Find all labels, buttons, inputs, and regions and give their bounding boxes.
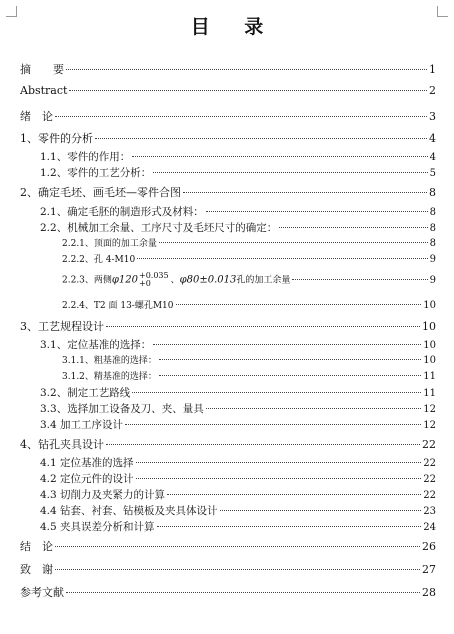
toc-entry-2-2-4[interactable]: [0, 298, 454, 312]
toc-entry-3-2[interactable]: [0, 385, 454, 399]
leader-dots: [66, 69, 427, 70]
leader-dots: [106, 444, 420, 445]
toc-entry-label: 1、零件的分析: [20, 132, 93, 145]
leader-dots: [159, 375, 421, 376]
leader-dots: [106, 326, 420, 327]
toc-entry-chapter-3[interactable]: [0, 318, 454, 332]
leader-dots: [132, 392, 421, 393]
toc-entry-acknowledgement[interactable]: [0, 561, 454, 575]
toc-entry-label: 致 谢: [20, 563, 53, 576]
toc-entry-label: 4.5 夹具误差分析和计算: [40, 521, 155, 533]
toc-entry-label: 3.1.2、精基准的选择：: [62, 372, 157, 382]
toc-entry-label: 3.3、选择加工设备及刀、夹、量具: [40, 403, 204, 415]
toc-entry-label: 3.4 加工工序设计: [40, 419, 124, 431]
toc-entry-3-1-2[interactable]: [0, 369, 454, 383]
toc-entry-page: 24: [423, 522, 436, 533]
toc-entry-label: [62, 272, 290, 288]
toc-entry-4-3[interactable]: [0, 487, 454, 501]
toc-entry-label-suffix: 孔的加工余量: [236, 275, 291, 286]
leader-dots: [183, 192, 427, 193]
leader-dots: [153, 172, 427, 173]
toc-entry-abstract-cn[interactable]: [0, 61, 454, 75]
toc-entry-page: 4: [429, 152, 436, 163]
leader-dots: [136, 462, 422, 463]
toc-entry-2-1[interactable]: [0, 204, 454, 218]
toc-entry-label: 3、工艺规程设计: [20, 320, 104, 333]
leader-dots: [137, 258, 427, 259]
toc-entry-label: 2.1、确定毛胚的制造形式及材料：: [40, 206, 204, 218]
leader-dots: [55, 569, 420, 570]
leader-dots: [125, 424, 421, 425]
leader-dots: [206, 408, 422, 409]
toc-entry-page: 8: [429, 207, 436, 218]
toc-entry-page: 27: [422, 563, 436, 576]
toc-entry-page: 12: [423, 404, 436, 415]
toc-entry-label: 1.1、零件的作用：: [40, 151, 131, 163]
separator: 、: [170, 275, 180, 286]
toc-entry-page: 10: [423, 355, 436, 366]
leader-dots: [55, 116, 427, 117]
toc-entry-1-1[interactable]: [0, 149, 454, 163]
toc-entry-label: 参考文献: [20, 586, 64, 599]
toc-entry-4-1[interactable]: [0, 455, 454, 469]
toc-entry-label: 结 论: [20, 540, 53, 553]
toc-entry-2-2-3[interactable]: [0, 272, 454, 286]
toc-entry-page: 22: [422, 438, 436, 451]
toc-entry-page: 11: [423, 388, 436, 399]
toc-entry-label: 4.2 定位元件的设计: [40, 473, 134, 485]
toc-entry-page: 23: [423, 506, 436, 517]
leader-dots: [153, 344, 421, 345]
leader-dots: [136, 478, 422, 479]
toc-entry-chapter-4[interactable]: [0, 436, 454, 450]
tolerance-lower: +0: [139, 279, 151, 288]
leader-dots: [159, 359, 421, 360]
toc-entry-label: 2.2.2、孔 4-M10: [62, 255, 136, 265]
leader-dots: [132, 156, 427, 157]
leader-dots: [279, 227, 427, 228]
toc-entry-3-4[interactable]: [0, 417, 454, 431]
toc-entry-page: 2: [429, 84, 436, 97]
toc-entry-2-2[interactable]: [0, 220, 454, 234]
toc-entry-label: 4、钻孔夹具设计: [20, 438, 104, 451]
toc-entry-page: 4: [429, 132, 436, 145]
leader-dots: [66, 592, 420, 593]
toc-entry-page: 8: [429, 186, 436, 199]
tolerance-upper: +0.035: [139, 271, 169, 280]
toc-entry-page: 8: [429, 223, 436, 234]
toc-entry-page: 9: [429, 254, 436, 265]
toc-entry-references[interactable]: [0, 584, 454, 598]
toc-entry-label: 4.3 切削力及夹紧力的计算: [40, 489, 166, 501]
toc-entry-page: 8: [429, 238, 436, 249]
toc-entry-4-5[interactable]: [0, 519, 454, 533]
toc-entry-chapter-2[interactable]: [0, 184, 454, 198]
toc-entry-label: 摘 要: [20, 63, 64, 76]
phi-80: φ80±0.013: [179, 274, 237, 286]
toc-entry-page: 3: [429, 110, 436, 123]
toc-entry-2-2-2[interactable]: [0, 252, 454, 266]
toc-entry-label: 3.2、制定工艺路线: [40, 387, 131, 399]
leader-dots: [167, 494, 421, 495]
toc-entry-label: 4.4 钻套、衬套、钻模板及夹具体设计: [40, 505, 218, 517]
toc-entry-1-2[interactable]: [0, 165, 454, 179]
toc-entry-conclusion[interactable]: [0, 538, 454, 552]
toc-entry-page: 28: [422, 586, 436, 599]
toc-entry-3-1[interactable]: [0, 337, 454, 351]
toc-entry-label: 2.2、机械加工余量、工序尺寸及毛坯尺寸的确定：: [40, 222, 278, 234]
tolerance-stack: [139, 272, 169, 288]
toc-entry-page: 26: [422, 540, 436, 553]
toc-entry-page: 5: [429, 168, 436, 179]
toc-entry-page: 10: [423, 340, 436, 351]
toc-entry-4-4[interactable]: [0, 503, 454, 517]
phi-120: φ120: [111, 274, 138, 286]
toc-entry-page: 1: [429, 63, 436, 76]
leader-dots: [157, 526, 422, 527]
toc-entry-chapter-1[interactable]: [0, 130, 454, 144]
leader-dots: [95, 138, 427, 139]
toc-entry-label: 4.1 定位基准的选择: [40, 457, 134, 469]
leader-dots: [220, 510, 422, 511]
toc-entry-page: 22: [423, 474, 436, 485]
leader-dots: [176, 304, 422, 305]
toc-entry-page: 12: [423, 420, 436, 431]
toc-entry-page: 10: [422, 320, 436, 333]
toc-entry-3-1-1[interactable]: [0, 353, 454, 367]
leader-dots: [206, 211, 428, 212]
toc-title: 目 录: [190, 16, 278, 38]
toc-entry-page: 22: [423, 490, 436, 501]
toc-entry-page: 11: [423, 371, 436, 382]
toc-entry-label-prefix: 2.2.3、两侧: [62, 275, 112, 286]
leader-dots: [69, 90, 427, 91]
toc-entry-label: 2.2.4、T2 面 13-螺孔M10: [62, 301, 174, 311]
toc-entry-4-2[interactable]: [0, 471, 454, 485]
toc-entry-label: Abstract: [20, 84, 68, 97]
toc-entry-page: 10: [423, 300, 436, 311]
toc-entry-label: 绪 论: [20, 110, 53, 123]
toc-entry-label: 2、确定毛坯、画毛坯—零件合图: [20, 186, 181, 199]
toc-entry-label: 2.2.1、顶面的加工余量: [62, 239, 157, 249]
toc-entry-introduction[interactable]: [0, 108, 454, 122]
toc-entry-label: 1.2、零件的工艺分析：: [40, 167, 152, 179]
toc-entry-label: 3.1.1、粗基准的选择：: [62, 356, 157, 366]
leader-dots: [292, 279, 427, 280]
toc-entry-abstract-en[interactable]: [0, 84, 454, 98]
leader-dots: [55, 546, 420, 547]
toc-entry-label: 3.1、定位基准的选择：: [40, 339, 152, 351]
toc-entry-2-2-1[interactable]: [0, 236, 454, 250]
toc-entry-page: 9: [429, 274, 436, 286]
leader-dots: [159, 242, 428, 243]
toc-entry-page: 22: [423, 458, 436, 469]
toc-entry-3-3[interactable]: [0, 401, 454, 415]
